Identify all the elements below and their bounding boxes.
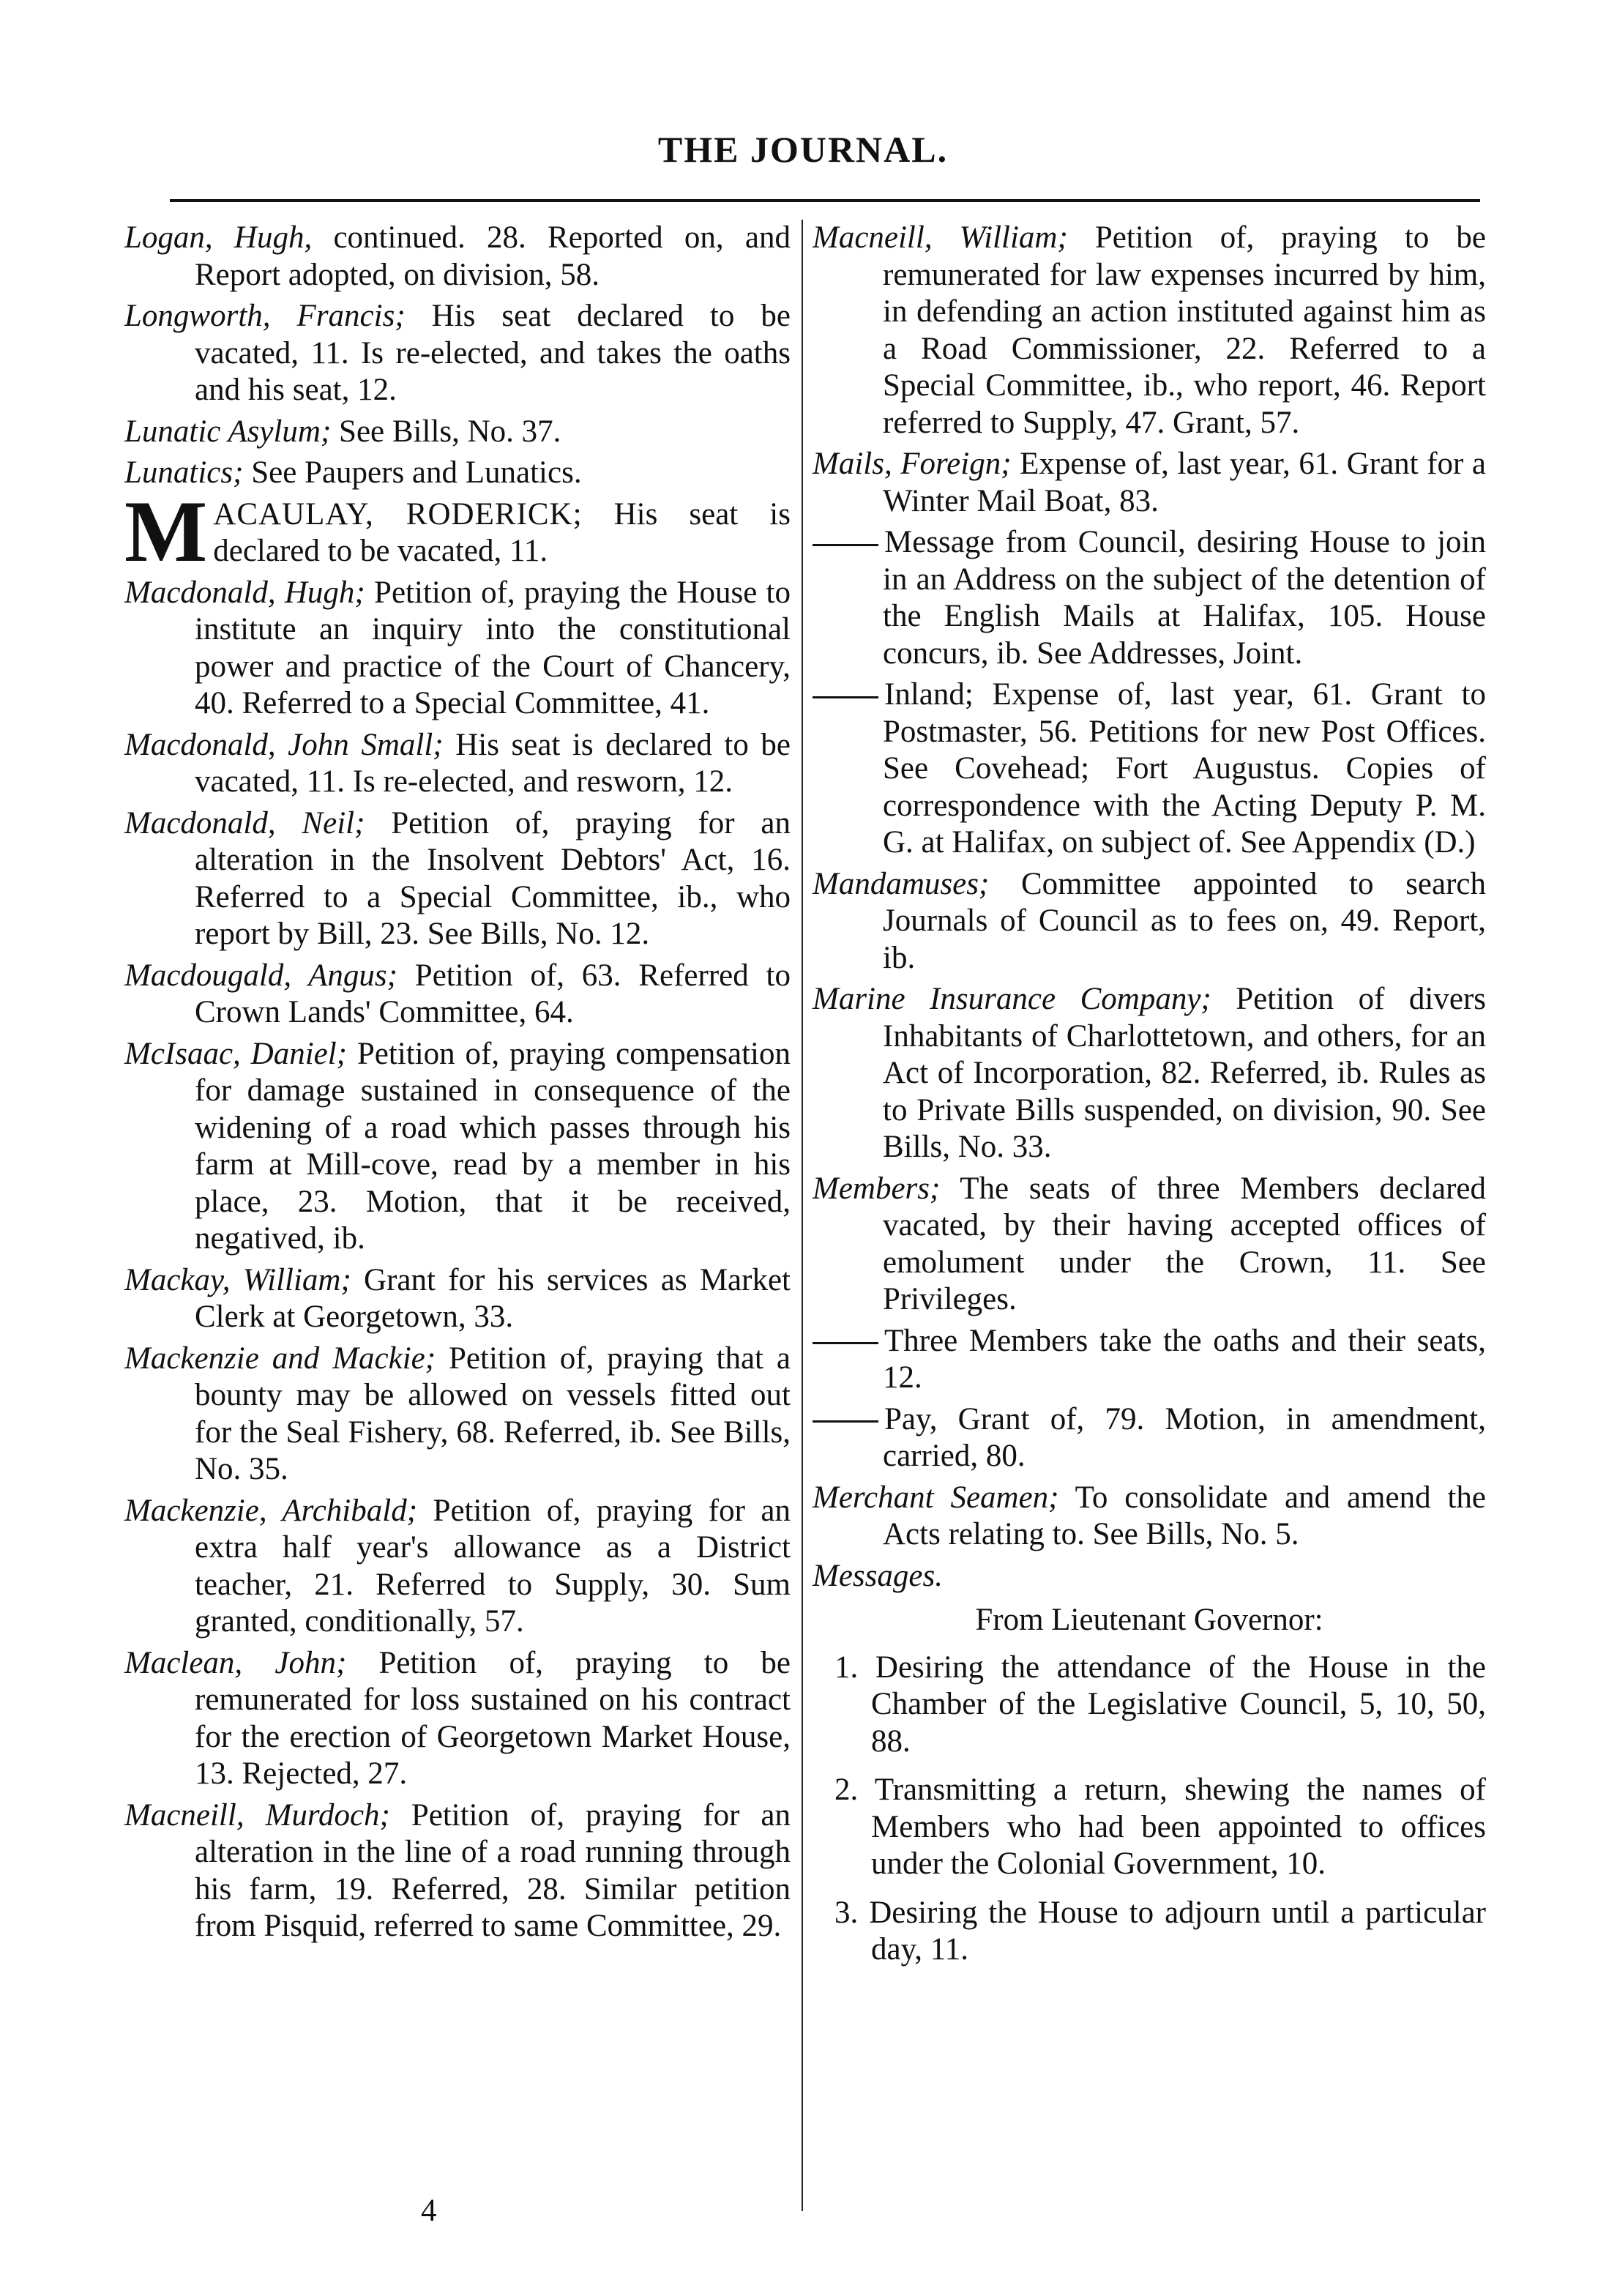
em-dash-rule — [813, 1342, 878, 1344]
right-column — [813, 220, 1486, 1980]
index-entry — [124, 1645, 791, 1793]
entry-text: Petition of, praying to be remunerated for law expenses incurred by him, in defending an action instituted against him as a Road Commissioner, 22. Referred to a Special Committee, ib., who report, 46. Report referred to Supply, 47. Grant, 57. — [883, 220, 1486, 440]
entry-head: Mackay, William; — [124, 1262, 351, 1297]
column-divider — [802, 220, 803, 2211]
entry-text: continued. 28. Reported on, and Report adopted, on division, 58. — [195, 220, 791, 292]
index-entry — [124, 1036, 791, 1258]
sub-entry — [813, 676, 1486, 862]
index-entry — [124, 1341, 791, 1488]
messages-subheading: From Lieutenant Governor: — [975, 1603, 1323, 1637]
entry-head: Logan, Hugh, — [124, 220, 313, 255]
entry-text: The seats of three Members declared vacated, by their having accepted offices of emolument under the Crown, 11. See Privileges. — [883, 1171, 1486, 1316]
entry-text: Petition of, 63. Referred to Crown Lands' Committee, 64. — [195, 958, 791, 1029]
entry-text: Petition of, praying for an alteration in the Insolvent Debtors' Act, 16. Referred to a Special Committee, ib., who report by Bill, 23. See Bills, No. 12. — [195, 805, 791, 951]
entry-head: Longworth, Francis; — [124, 299, 406, 333]
entry-text: To consolidate and amend the Acts relating to. See Bills, No. 5. — [883, 1480, 1486, 1551]
entry-head: Maclean, John; — [124, 1645, 347, 1680]
sub-entry — [813, 524, 1486, 672]
entry-text: Grant for his services as Market Clerk at Georgetown, 33. — [195, 1262, 791, 1334]
entry-head: Mackenzie and Mackie; — [124, 1341, 436, 1376]
index-entry — [813, 866, 1486, 977]
entry-head: Marine Insurance Company; — [813, 982, 1211, 1016]
entry-head: Lunatics; — [124, 455, 244, 490]
entry-head: Macdonald, Neil; — [124, 805, 365, 840]
entry-text: Petition of, praying for an extra half year's allowance as a District teacher, 21. Referred to Supply, 30. Sum granted, conditionally, 57. — [195, 1493, 791, 1639]
entry-text: See Paupers and Lunatics. — [243, 455, 582, 490]
entry-text: Message from Council, desiring House to join in an Address on the subject of the detention of the English Mails at Halifax, 105. House concurs, ib. See Addresses, Joint. — [883, 525, 1486, 671]
left-column — [124, 220, 791, 1950]
index-entry — [124, 455, 791, 492]
entry-text: Petition of, praying the House to institute an inquiry into the constitutional power and practice of the Court of Chancery, 40. Referred to a Special Committee, 41. — [195, 575, 791, 720]
entry-text: Three Members take the oaths and their seats, 12. — [883, 1323, 1486, 1395]
sub-entry — [813, 1323, 1486, 1397]
index-entry — [124, 298, 791, 409]
entry-head: Macdougald, Angus; — [124, 958, 397, 993]
entry-text: His seat is declared to be vacated, 11. Is re-elected, and resworn, 12. — [195, 727, 791, 799]
drop-cap: M — [124, 482, 208, 580]
entry-head: Lunatic Asylum; — [124, 414, 332, 449]
entry-text: His seat is declared to be vacated, 11. — [213, 496, 791, 568]
entry-head: Mails, Foreign; — [813, 447, 1012, 481]
em-dash-rule — [813, 696, 878, 698]
index-entry — [813, 1171, 1486, 1319]
page-header: THE JOURNAL. — [657, 129, 949, 170]
message-number: 3. — [834, 1895, 859, 1930]
message-number: 1. — [834, 1650, 859, 1685]
index-entry — [813, 446, 1486, 520]
index-entry — [124, 414, 791, 451]
index-entry — [124, 220, 791, 294]
sub-entry — [813, 1401, 1486, 1475]
entry-head-caps: ACAULAY, RODERICK; — [213, 496, 583, 532]
entry-text: Petition of, praying to be remunerated for loss sustained on his contract for the erection of Georgetown Market House, 13. Rejected, 27. — [195, 1645, 791, 1791]
index-entry — [813, 220, 1486, 441]
message-item — [813, 1772, 1486, 1883]
section-m-entry — [124, 482, 791, 580]
index-entry — [813, 1558, 1486, 1595]
entry-text: Petition of, praying compensation for damage sustained in consequence of the widening of a road which passes through his farm at Mill-cove, read by a member in his place, 23. Motion, that it be received, negatived, ib. — [195, 1036, 791, 1256]
index-entry — [813, 981, 1486, 1166]
entry-text: Committee appointed to search Journals of Council as to fees on, 49. Report, ib. — [883, 866, 1486, 975]
index-entry — [124, 1797, 791, 1945]
index-entry — [124, 1493, 791, 1641]
index-entry — [124, 727, 791, 801]
entry-head: Members; — [813, 1171, 941, 1206]
entry-text: Petition of divers Inhabitants of Charlottetown, and others, for an Act of Incorporation, 82. Referred, ib. Rules as to Private Bills suspended, on division, 90. See Bills, No. 33. — [883, 982, 1486, 1164]
entry-text: Inland; Expense of, last year, 61. Grant to Postmaster, 56. Petitions for new Post Offices. See Covehead; Fort Augustus. Copies of correspondence with the Acting Deputy P. M. G. at Halifax, on subject of. See Appendix (D.) — [883, 677, 1486, 860]
entry-text: Petition of, praying that a bounty may be allowed on vessels fitted out for the Seal Fishery, 68. Referred, ib. See Bills, No. 35. — [195, 1341, 791, 1486]
entry-text: See Bills, No. 37. — [331, 414, 561, 449]
header-rule — [170, 199, 1480, 202]
entry-head: McIsaac, Daniel; — [124, 1036, 348, 1071]
message-item — [813, 1895, 1486, 1969]
em-dash-rule — [813, 544, 878, 546]
em-dash-rule — [813, 1420, 878, 1423]
entry-text: Pay, Grant of, 79. Motion, in amendment, carried, 80. — [883, 1401, 1486, 1473]
message-text: Desiring the House to adjourn until a particular day, 11. — [869, 1895, 1487, 1967]
entry-head: Macneill, Murdoch; — [124, 1797, 390, 1833]
entry-head: Merchant Seamen; — [813, 1480, 1059, 1515]
message-item — [813, 1650, 1486, 1761]
index-entry — [124, 1262, 791, 1336]
page-number: 4 — [421, 2194, 437, 2228]
message-number: 2. — [834, 1773, 859, 1807]
entry-head: Messages. — [813, 1558, 943, 1593]
entry-head: Macneill, William; — [813, 220, 1068, 255]
entry-head: Macdonald, John Small; — [124, 727, 444, 762]
index-entry — [813, 1480, 1486, 1554]
index-entry — [124, 958, 791, 1032]
entry-head: Mandamuses; — [813, 866, 990, 901]
entry-head: Macdonald, Hugh; — [124, 575, 365, 610]
entry-text: His seat declared to be vacated, 11. Is re-elected, and takes the oaths and his seat, 12. — [195, 299, 791, 407]
message-text: Transmitting a return, shewing the names of Members who had been appointed to offices under the Colonial Government, 10. — [871, 1773, 1486, 1881]
message-text: Desiring the attendance of the House in the Chamber of the Legislative Council, 5, 10, 50, 88. — [871, 1650, 1486, 1759]
entry-text: Expense of, last year, 61. Grant for a Winter Mail Boat, 83. — [883, 447, 1486, 518]
index-entry — [124, 575, 791, 723]
entry-head: Mackenzie, Archibald; — [124, 1493, 418, 1528]
entry-text: Petition of, praying for an alteration in the line of a road running through his farm, 19. Referred, 28. Similar petition from Pisquid, referred to same Committee, 29. — [195, 1797, 791, 1943]
index-entry — [124, 805, 791, 953]
